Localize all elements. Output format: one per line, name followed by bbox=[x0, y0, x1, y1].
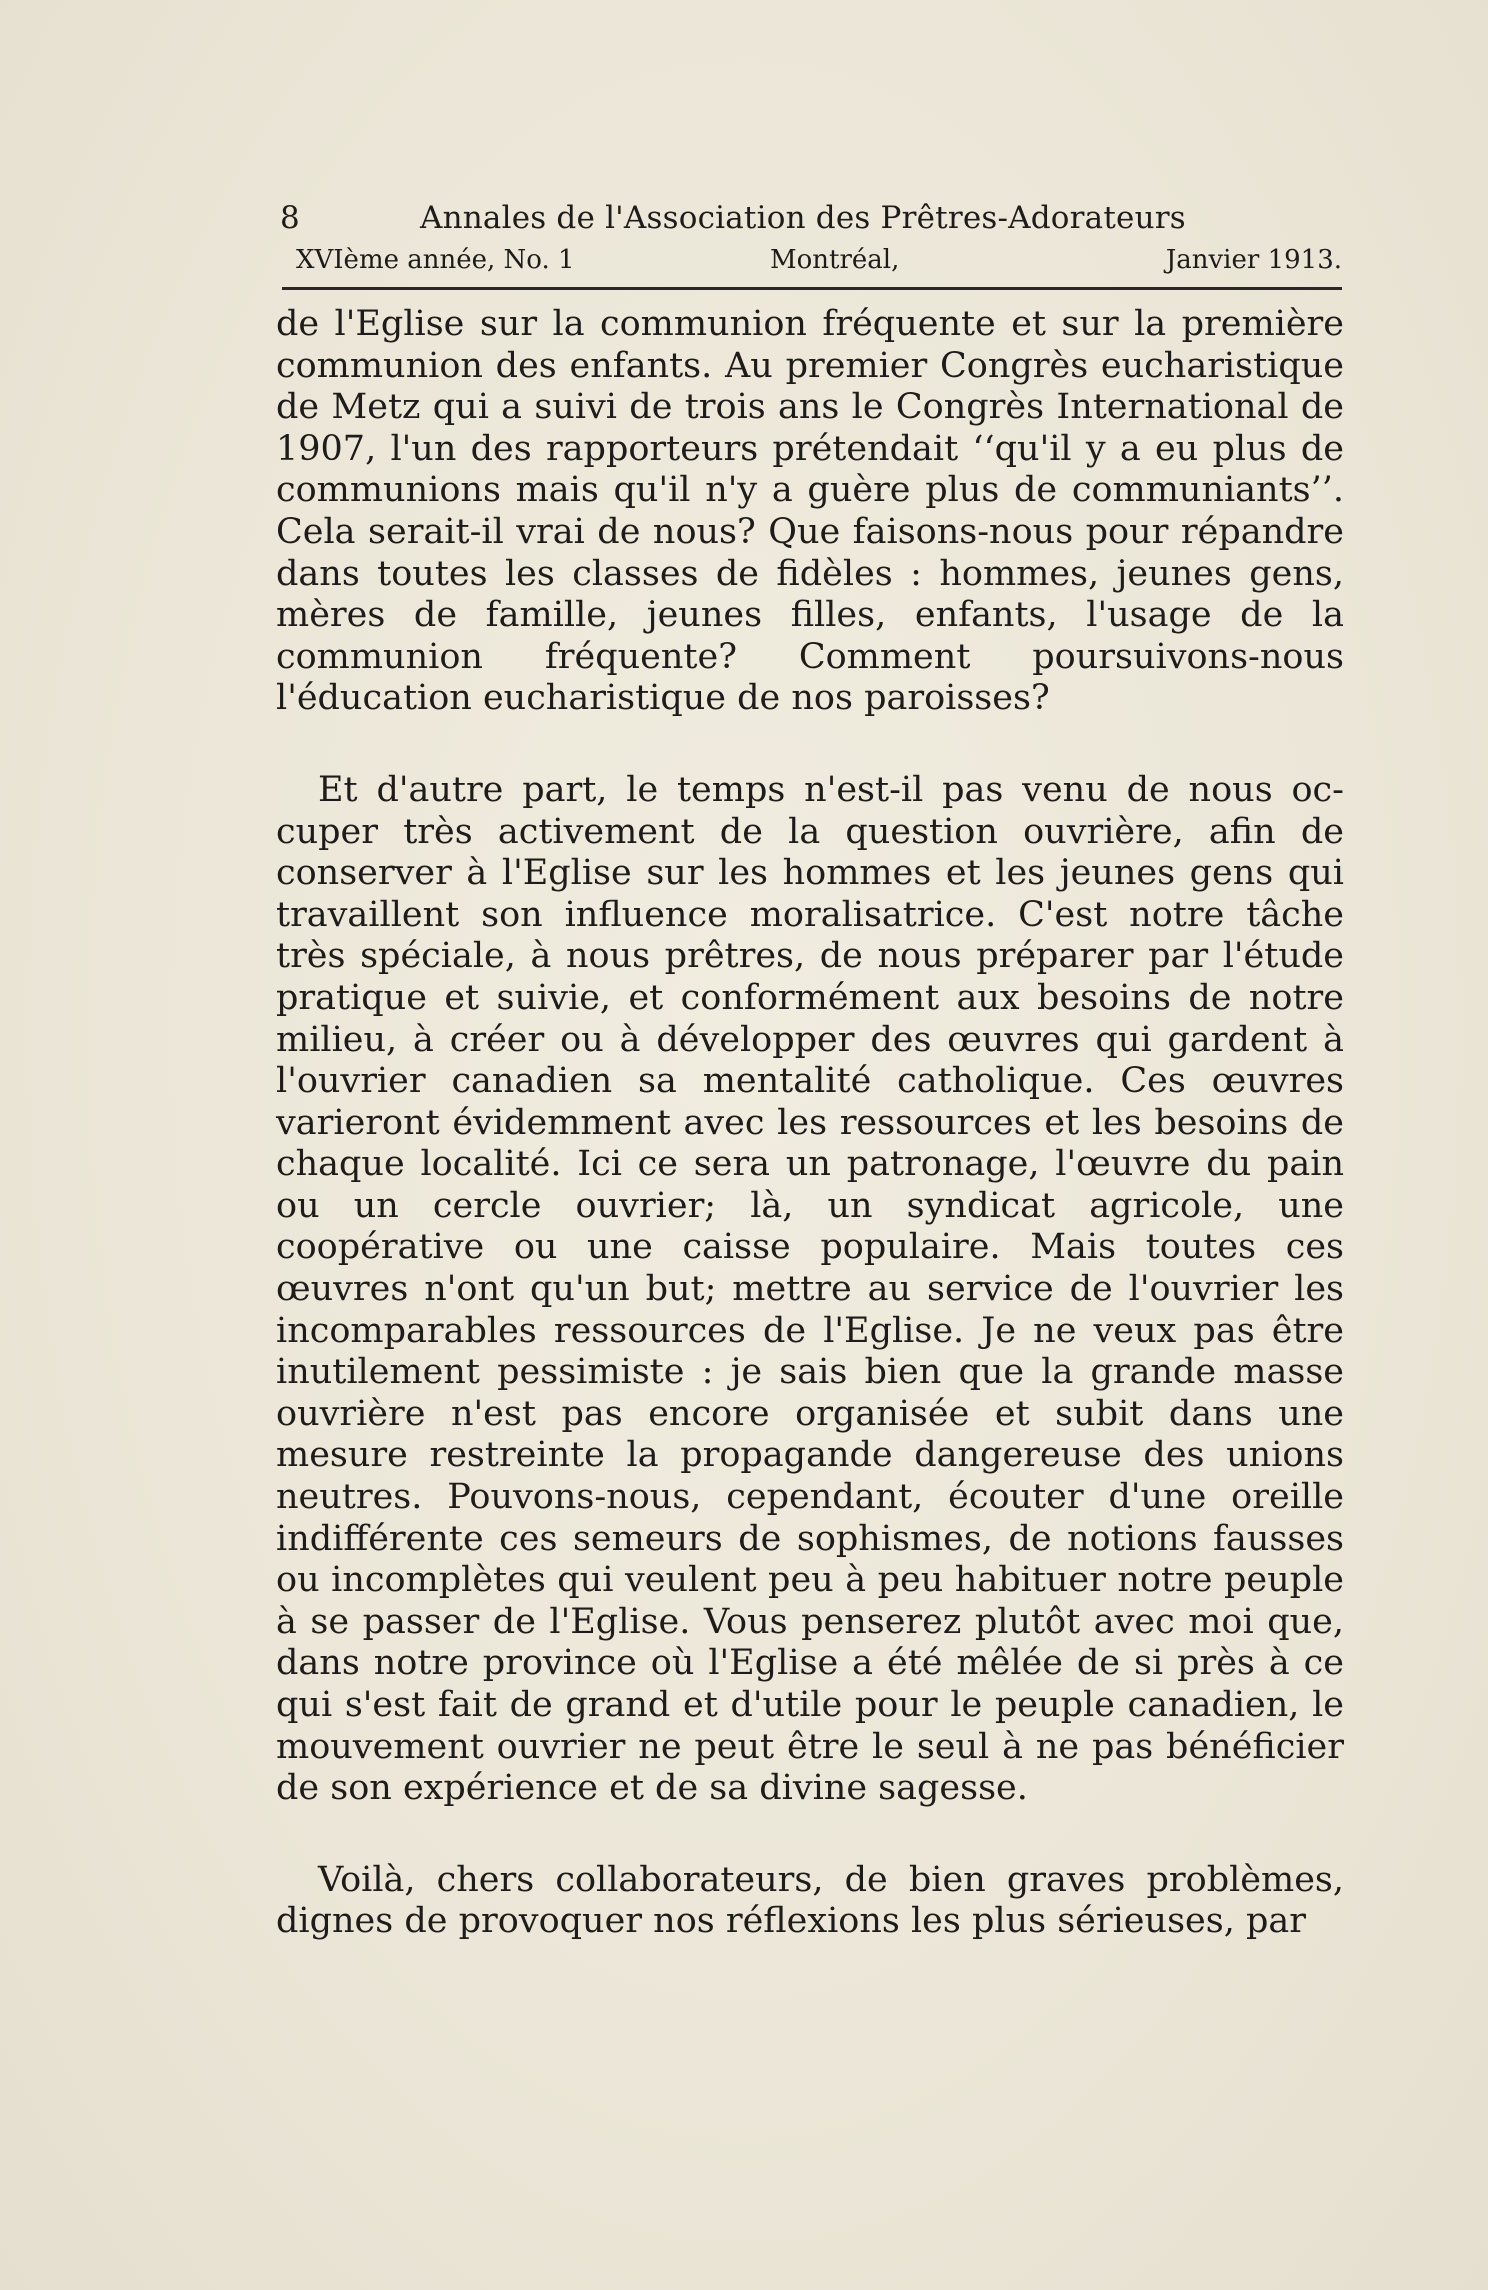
page-header bbox=[280, 198, 1342, 280]
date-label: Janvier 1913. bbox=[1165, 245, 1342, 275]
header-rule bbox=[282, 287, 1342, 290]
city-label: Montréal, bbox=[770, 245, 900, 275]
page-number: 8 bbox=[280, 200, 300, 236]
header-issue-line bbox=[280, 240, 1342, 280]
paragraph-1: de l'Eglise sur la communion fréquente et sur la première communion des enfants. Au premier Congrès eucharistique de Metz qui a suivi de trois ans le Congrès International de 1907, l'un des rapporteurs prétendait ‘‘qu'il y a eu plus de communions mais qu'il n'y a guère plus de communiants’’. Cela serait-il vrai de nous? Que faisons-nous pour répandre dans toutes les classes de fidèles : hommes, jeunes gens, mères de famille, jeunes filles, enfants, l'usage de la communion fréquente? Comment poursuivons-nous l'éducation eucharistique de nos paroisses? bbox=[276, 304, 1344, 719]
paragraph-3: Voilà, chers collaborateurs, de bien graves problèmes, dignes de provoquer nos réflexions les plus sérieuses, par bbox=[276, 1859, 1344, 1942]
running-title: Annales de l'Association des Prêtres-Adorateurs bbox=[420, 200, 1186, 236]
body-text bbox=[276, 304, 1344, 1943]
issue-label: XVIème année, No. 1 bbox=[296, 245, 575, 275]
paragraph-2: Et d'autre part, le temps n'est-il pas venu de nous occuper très activement de la question ouvrière, afin de conserver à l'Eglise sur les hommes et les jeunes gens qui travaillent son influence moralisatrice. C'est notre tâche très spéciale, à nous prêtres, de nous préparer par l'étude pratique et suivie, et conformément aux besoins de notre milieu, à créer ou à développer des œuvres qui gardent à l'ouvrier canadien sa mentalité catholique. Ces œuvres varieront évidemment avec les ressources et les besoins de chaque localité. Ici ce sera un patronage, l'œuvre du pain ou un cercle ouvrier; là, un syndicat agricole, une coopérative ou une caisse populaire. Mais toutes ces œuvres n'ont qu'un but; mettre au service de l'ouvrier les incomparables ressources de l'Eglise. Je ne veux pas être inutilement pessimiste : je sais bien que la grande masse ouvrière n'est pas encore organisée et subit dans une mesure restreinte la propagande dangereuse des unions neutres. Pouvons-nous, cependant, écouter d'une oreille indifférente ces semeurs de sophismes, de notions fausses ou incomplètes qui veulent peu à peu habituer notre peuple à se passer de l'Eglise. Vous penserez plutôt avec moi que, dans notre province où l'Eglise a été mêlée de si près à ce qui s'est fait de grand et d'utile pour le peuple canadien, le mouvement ouvrier ne peut être le seul à ne pas bénéficier de son expérience et de sa divine sagesse. bbox=[276, 769, 1344, 1809]
header-title-line bbox=[280, 198, 1342, 238]
